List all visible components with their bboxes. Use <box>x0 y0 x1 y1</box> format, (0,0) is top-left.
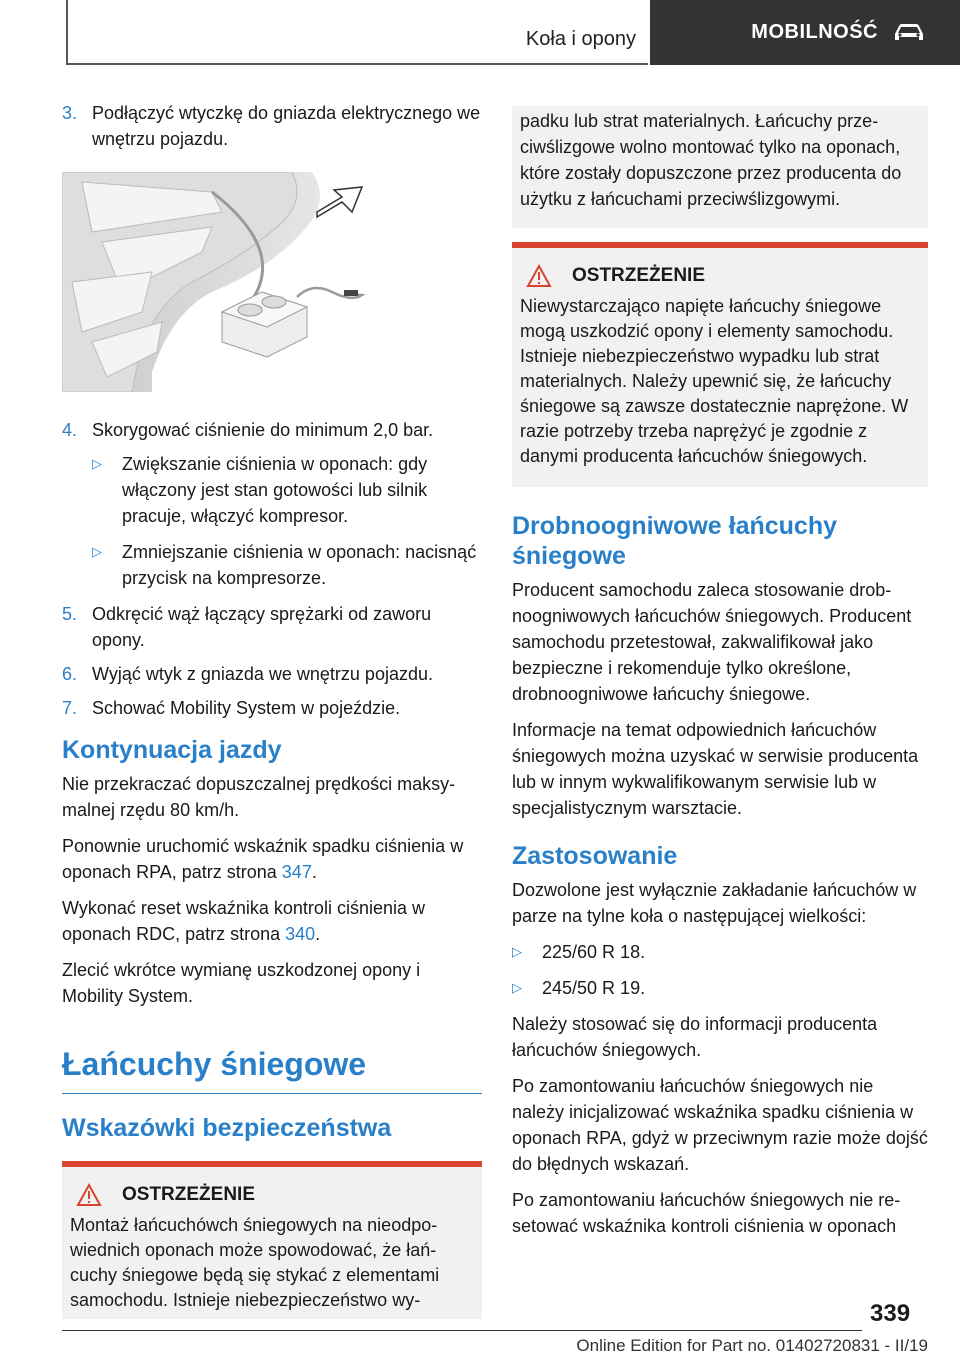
paragraph: Po zamontowaniu łańcuchów śniegowych nie należy inicjalizować wskaźnika spadku ciśnienia w oponach RPA, gdyż w przeciwnym razie może dojść do błędnych wskazań. <box>512 1076 928 1174</box>
left-column <box>62 100 482 1319</box>
step-7 <box>62 695 482 721</box>
substep-text: Zmniejszanie ciśnienia w oponach: nacisnąć przycisk na kompresorze. <box>122 542 477 588</box>
step-text: Wyjąć wtyk z gniazda we wnętrzu pojazdu. <box>92 664 433 684</box>
step-number: 3. <box>62 103 78 123</box>
step-text: Podłączyć wtyczkę do gniazda elektrycznego we wnętrzu pojazdu. <box>92 103 481 149</box>
heading-wskazowki: Wskazówki bezpieczeństwa <box>62 1114 392 1142</box>
substep-text: Zwiększanie ciśnienia w oponach: gdy włączony jest stan gotowości lub silnik pracuje, włączyć kompresor. <box>122 454 428 526</box>
warning-continuation: padku lub strat materialnych. Łańcuchy przeciwślizgowe wolno montować tylko na oponach, które zostały dopuszczone przez producenta do użytku z łańcuchami przeciwślizgowymi. <box>512 106 928 228</box>
step-4 <box>62 417 482 443</box>
warning-title-text: OSTRZEŻENIE <box>572 265 706 286</box>
header-rule-left <box>66 0 68 64</box>
step-text: Odkręcić wąż łączący sprężarki od zaworu opony. <box>92 604 432 650</box>
section-title: Koła i opony <box>525 28 636 50</box>
triangle-bullet-icon: ▷ <box>92 544 102 559</box>
tire-size-text: 245/50 R 19. <box>542 978 646 998</box>
heading-zastosowanie: Zastosowanie <box>512 842 678 870</box>
page-link-347[interactable]: 347 <box>281 862 312 882</box>
paragraph: Nie przekraczać dopuszczalnej prędkości maksymalnej rzędu 80 km/h. <box>62 774 456 820</box>
paragraph: Po zamontowaniu łańcuchów śniegowych nie resetować wskaźnika kontroli ciśnienia w oponach <box>512 1190 901 1236</box>
header-rule-bottom <box>66 63 648 65</box>
step-5 <box>62 601 482 653</box>
step-text: Skorygować ciśnienie do minimum 2,0 bar. <box>92 420 434 440</box>
chapter-title: MOBILNOŚĆ <box>751 21 878 43</box>
paragraph: Zlecić wkrótce wymianę uszkodzonej opony i Mobility System. <box>62 960 421 1006</box>
paragraph <box>62 833 482 885</box>
warning-triangle-icon <box>76 1183 102 1207</box>
substep-inflate <box>92 451 482 529</box>
text: Ponownie uruchomić wskaźnik spadku ciśnienia w oponach RPA, patrz strona <box>62 836 464 882</box>
paragraph: Producent samochodu zaleca stosowanie drobnoogniwowych łańcuchów śniegowych. Producent samochodu przetestował, zakwalifikował jako bezpieczne i rekomenduje tylko określone, drobnoogniwowe łańcuchy śniegowe. <box>512 580 912 704</box>
substep-deflate <box>92 539 482 591</box>
step-number: 5. <box>62 604 78 624</box>
text: Wykonać reset wskaźnika kontroli ciśnienia w oponach RDC, patrz strona <box>62 898 425 944</box>
paragraph: Informacje na temat odpowiednich łańcuchów śniegowych można uzyskać w serwisie producenta lub w innym wykwalifikowanym serwisie lub w specjalistycznym warsztacie. <box>512 720 919 818</box>
warning-box <box>62 1161 482 1319</box>
step-number: 4. <box>62 420 78 440</box>
step-6 <box>62 661 482 687</box>
warning-title <box>70 1183 474 1207</box>
warning-title-text: OSTRZEŻENIE <box>122 1184 256 1205</box>
heading-drobnoogniwowe: Drobnoogniwowe łańcuchy śniegowe <box>512 512 838 570</box>
step-3 <box>62 100 482 152</box>
triangle-bullet-icon: ▷ <box>92 456 102 471</box>
chapter-tab <box>650 0 960 65</box>
warning-text: Niewystarczająco napięte łańcuchy śniegowe mogą uszkodzić opony i elementy samochodu. Istnieje niebezpieczeństwo wypadku lub strat materialnych. Należy upewnić się, że łańcuchy śniegowe są zawsze dostatecznie naprężone. W razie potrzeby trzeba naprężyć je zgodnie z danymi producenta łańcuchów śniegowych. <box>520 296 909 466</box>
step-number: 6. <box>62 664 78 684</box>
warning-text: Montaż łańcuchówch śniegowych na nieodpowiednich oponach może spowodować, że łańcuchy śniegowe będą się stykać z elementami samochodu. Istnieje niebezpieczeństwo wy- <box>70 1215 440 1310</box>
warning-title <box>520 264 920 288</box>
heading-kontynuacja: Kontynuacja jazdy <box>62 736 282 764</box>
compressor-illustration <box>62 172 482 392</box>
text: . <box>315 924 321 944</box>
car-icon <box>892 22 926 44</box>
heading-lancuchy: Łańcuchy śniegowe <box>62 1045 482 1094</box>
paragraph: Należy stosować się do informacji producenta łańcuchów śniegowych. <box>512 1014 878 1060</box>
triangle-bullet-icon: ▷ <box>512 980 522 995</box>
warning-triangle-icon <box>526 264 552 288</box>
page-link-340[interactable]: 340 <box>285 924 316 944</box>
tire-size-item <box>512 939 928 965</box>
tire-size-item <box>512 975 928 1001</box>
step-text: Schować Mobility System w pojeździe. <box>92 698 401 718</box>
step-number: 7. <box>62 698 78 718</box>
edition-info: Online Edition for Part no. 01402720831 - II/19 <box>576 1336 928 1355</box>
tire-size-text: 225/60 R 18. <box>542 942 646 962</box>
paragraph: Dozwolone jest wyłącznie zakładanie łańcuchów w parze na tylne koła o następującej wielkości: <box>512 880 917 926</box>
warning-box <box>512 242 928 487</box>
triangle-bullet-icon: ▷ <box>512 944 522 959</box>
text: . <box>311 862 317 882</box>
footer-rule <box>62 1330 862 1331</box>
page-number: 339 <box>870 1300 911 1327</box>
paragraph <box>62 895 482 947</box>
right-column <box>512 102 928 1249</box>
